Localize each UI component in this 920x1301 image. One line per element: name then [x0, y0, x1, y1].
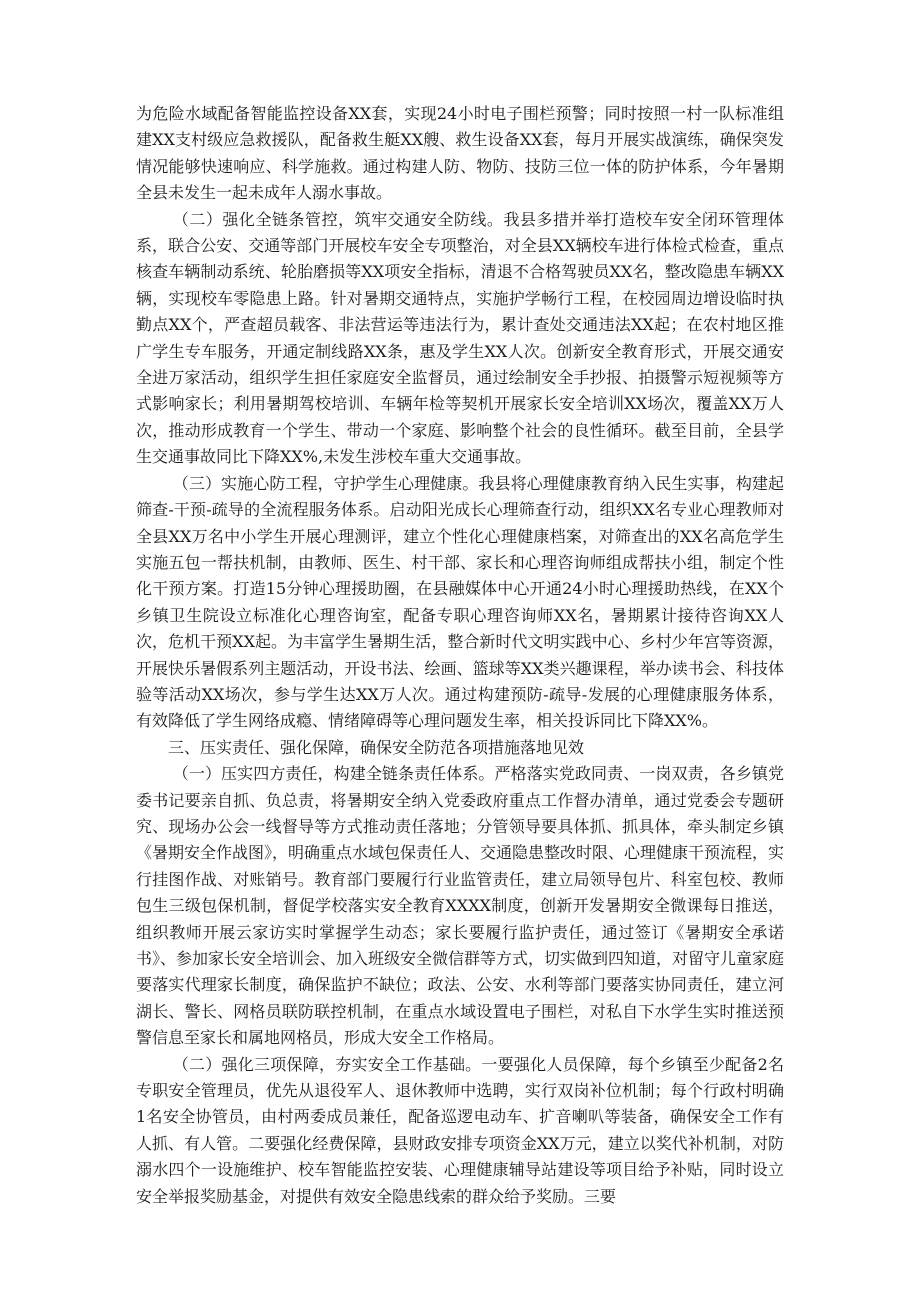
paragraph-traffic-safety: （二）强化全链条管控，筑牢交通安全防线。我县多措并举打造校车安全闭环管理体系，联合公安、交通等部门开展校车安全专项整治，对全县XX辆校车进行体检式检查，重点核查车辆制动系统、轮胎磨损等XX项安全指标，清退不合格驾驶员XX名，整改隐患车辆XX辆，实现校车零隐患上路。针对暑期交通特点，实施护学畅行工程，在校园周边增设临时执勤点XX个，严查超员载客、非法营运等违法行为，累计查处交通违法XX起；在农村地区推广学生专车服务，开通定制线路XX条，惠及学生XX人次。创新安全教育形式，开展交通安全进万家活动，组织学生担任家庭安全监督员，通过绘制安全手抄报、拍摄警示短视频等方式影响家长；利用暑期驾校培训、车辆年检等契机开展家长安全培训XX场次，覆盖XX万人次，推动形成教育一个学生、带动一个家庭、影响整个社会的良性循环。截至目前，全县学生交通事故同比下降XX%,未发生涉校车重大交通事故。	[136, 209, 784, 467]
paragraph-mental-health: （三）实施心防工程，守护学生心理健康。我县将心理健康教育纳入民生实事，构建起筛查-干预-疏导的全流程服务体系。启动阳光成长心理筛查行动，组织XX名专业心理教师对全县XX万名中小学生开展心理测评，建立个性化心理健康档案，对筛查出的XX名高危学生实施五包一帮扶机制，由教师、医生、村干部、家长和心理咨询师组成帮扶小组，制定个性化干预方案。打造15分钟心理援助圈，在县融媒体中心开通24小时心理援助热线，在XX个乡镇卫生院设立标准化心理咨询室，配备专职心理咨询师XX名，暑期累计接待咨询XX人次，危机干预XX起。为丰富学生暑期生活，整合新时代文明实践中心、乡村少年宫等资源，开展快乐暑假系列主题活动，开设书法、绘画、篮球等XX类兴趣课程，举办读书会、科技体验等活动XX场次，参与学生达XX万人次。通过构建预防-疏导-发展的心理健康服务体系，有效降低了学生网络成瘾、情绪障碍等心理问题发生率，相关投诉同比下降XX%。	[136, 473, 784, 731]
paragraph-four-responsibilities: （一）压实四方责任，构建全链条责任体系。严格落实党政同责、一岗双责，各乡镇党委书记要亲自抓、负总责，将暑期安全纳入党委政府重点工作督办清单，通过党委会专题研究、现场办公会一线督导等方式推动责任落地；分管领导要具体抓、抓具体，牵头制定乡镇《暑期安全作战图》，明确重点水域包保责任人、交通隐患整改时限、心理健康干预流程，实行挂图作战、对账销号。教育部门要履行行业监管责任，建立局领导包片、科室包校、教师包生三级包保机制，督促学校落实安全教育XXXX制度，创新开发暑期安全微课每日推送，组织教师开展云家访实时掌握学生动态；家长要履行监护责任，通过签订《暑期安全承诺书》、参加家长安全培训会、加入班级安全微信群等方式，切实做到四知道，对留守儿童家庭要落实代理家长制度，确保监护不缺位；政法、公安、水利等部门要落实协同责任，建立河湖长、警长、网格员联防联控机制，在重点水域设置电子围栏，对私自下水学生实时推送预警信息至家长和属地网格员，形成大安全工作格局。	[136, 764, 785, 1048]
paragraph-three-guarantees: （二）强化三项保障，夯实安全工作基础。一要强化人员保障，每个乡镇至少配备2名专职安全管理员，优先从退役军人、退休教师中选聘，实行双岗补位机制；每个行政村明确1名安全协管员，由村两委成员兼任，配备巡逻电动车、扩音喇叭等装备，确保安全工作有人抓、有人管。二要强化经费保障，县财政安排专项资金XX万元，建立以奖代补机制，对防溺水四个一设施维护、校车智能监控安装、心理健康辅导站建设等项目给予补贴，同时设立安全举报奖励基金，对提供有效安全隐患线索的群众给予奖励。三要	[136, 1054, 784, 1206]
document-page	[136, 101, 784, 1210]
section-heading-three: 三、压实责任、强化保障，确保安全防范各项措施落地见效	[168, 737, 585, 757]
paragraph-drowning-continuation: 为危险水域配备智能监控设备XX套，实现24小时电子围栏预警；同时按照一村一队标准组建XX支村级应急救援队，配备救生艇XX艘、救生设备XX套，每月开展实战演练，确保突发情况能够快速响应、科学施救。通过构建人防、物防、技防三位一体的防护体系，今年暑期全县未发生一起未成年人溺水事故。	[136, 104, 784, 203]
